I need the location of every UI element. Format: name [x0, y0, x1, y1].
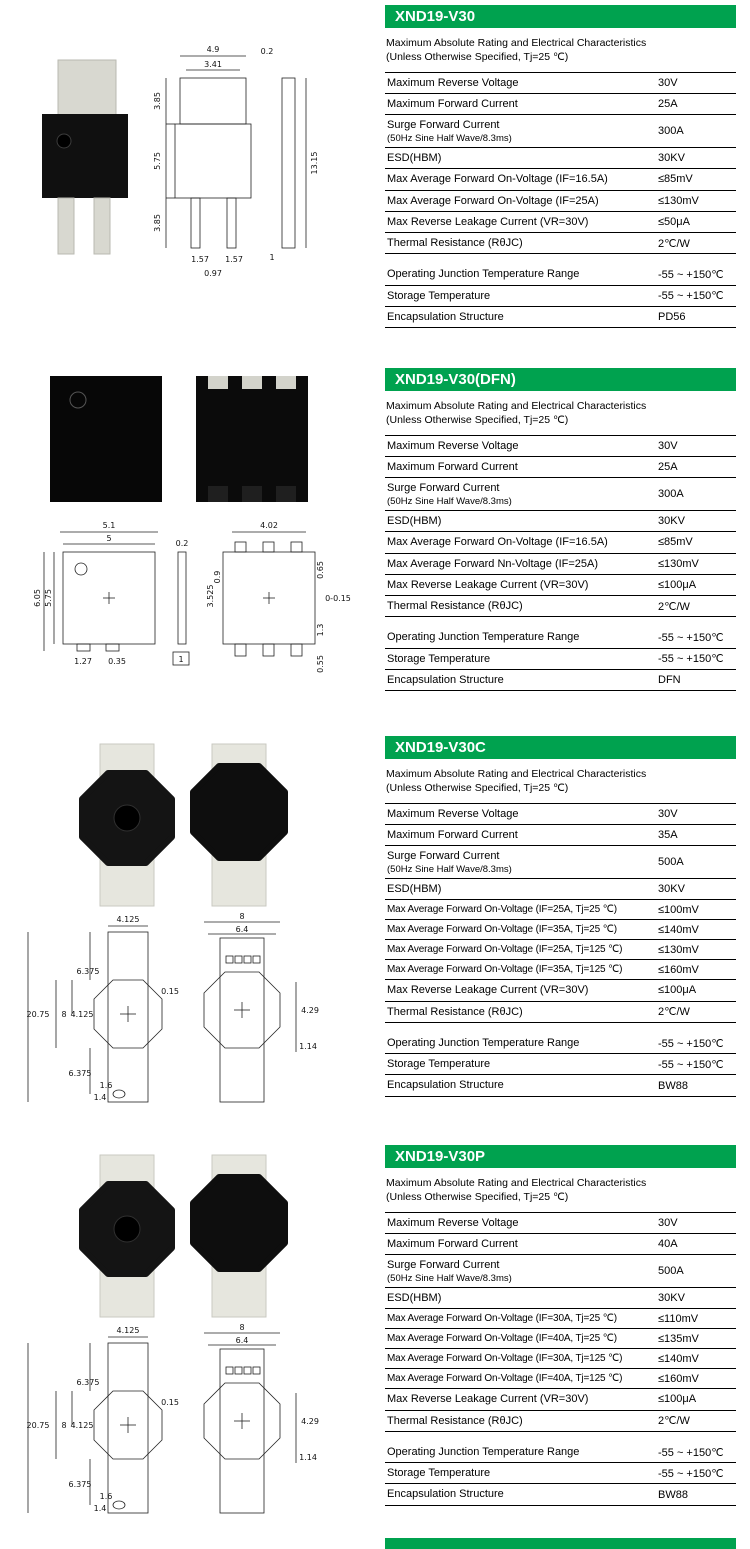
spec-row: [385, 93, 736, 114]
dfn-package-drawing: [20, 370, 370, 700]
spec-label: Maximum Reverse Voltage: [387, 76, 519, 89]
spec-value: 30V: [658, 439, 678, 452]
spec-value: 30KV: [658, 152, 685, 165]
dim-label: 0.2: [260, 47, 274, 56]
spec-table: [385, 803, 736, 1097]
dim-label: 0.2: [175, 539, 189, 548]
spec-label: ESD(HBM): [387, 883, 442, 895]
product-title: XND19-V30: [385, 5, 736, 28]
dim-label: 0.65: [316, 561, 325, 579]
dim-label: 0.15: [161, 987, 179, 996]
dim-label: 20.75: [26, 1010, 50, 1019]
spec-row: [385, 1388, 736, 1409]
spec-label-main: Surge Forward Current: [387, 1259, 500, 1272]
dim-label: 3.41: [204, 60, 222, 69]
product-title: XND19-V30(DFN): [385, 368, 736, 391]
section-xnd19-v30: [0, 5, 750, 368]
spec-label: Maximum Reverse Voltage: [387, 1216, 519, 1229]
spec-value: 500A: [658, 856, 684, 869]
spec-row: [385, 1348, 736, 1368]
spec-label: Max Reverse Leakage Current (VR=30V): [387, 984, 589, 997]
spec-label-main: Surge Forward Current: [387, 482, 500, 495]
spec-row: [385, 510, 736, 531]
spec-label: Operating Junction Temperature Range: [387, 1445, 580, 1458]
spec-label: Thermal Resistance (RθJC): [387, 237, 523, 250]
dim-label: 20.75: [26, 1421, 50, 1430]
spec-value: ≤100mV: [658, 903, 699, 916]
spec-value: 30KV: [658, 515, 685, 528]
spec-row: [385, 306, 736, 327]
spec-row: [385, 1462, 736, 1483]
rating-note: [385, 1168, 736, 1212]
spec-row: [385, 114, 736, 147]
spec-label: ESD(HBM): [387, 515, 442, 527]
spec-label: Encapsulation Structure: [387, 311, 504, 324]
spec-sublabel: (50Hz Sine Half Wave/8.3ms): [387, 863, 512, 875]
dim-label: 5.75: [153, 152, 162, 170]
spec-row: [385, 435, 736, 456]
spec-label: Max Average Forward On-Voltage (IF=40A, Tj=25 ℃): [387, 1333, 617, 1345]
pd56-package-drawing: [20, 40, 370, 325]
spec-label: Storage Temperature: [387, 289, 491, 302]
spec-label: Max Average Forward On-Voltage (IF=35A, Tj=125 ℃): [387, 964, 623, 976]
spec-row: [385, 456, 736, 477]
spec-row: [385, 824, 736, 845]
spec-label: Storage Temperature: [387, 1058, 491, 1071]
spec-value: DFN: [658, 674, 681, 687]
spec-row: [385, 648, 736, 669]
spec-value: -55 ~ +150℃: [658, 1446, 724, 1459]
spec-label: [387, 481, 658, 507]
rating-note: [385, 759, 736, 803]
spec-label: Thermal Resistance (RθJC): [387, 600, 523, 613]
spec-label: Maximum Forward Current: [387, 829, 518, 842]
dim-label: 6.375: [68, 1069, 92, 1078]
spec-value: 30KV: [658, 883, 685, 896]
dim-label: 4.29: [301, 1417, 319, 1426]
bw88p-package-photo: [82, 1155, 285, 1317]
spec-row: [385, 285, 736, 306]
spec-label: Operating Junction Temperature Range: [387, 268, 580, 281]
spec-sublabel: (50Hz Sine Half Wave/8.3ms): [387, 495, 512, 507]
rating-note-line1: Maximum Absolute Rating and Electrical Characteristics: [386, 37, 647, 49]
spec-row: [385, 1053, 736, 1074]
spec-row: [385, 168, 736, 189]
bw88p-package-drawing: [20, 1153, 370, 1523]
spec-label: [387, 849, 658, 875]
spec-value: ≤135mV: [658, 1332, 699, 1345]
spec-panel: [385, 736, 736, 1097]
spec-value: 300A: [658, 125, 684, 138]
product-title: XND19-V30C: [385, 736, 736, 759]
dfn-package-photo: [50, 376, 308, 502]
spec-label: Encapsulation Structure: [387, 674, 504, 687]
spec-label: Max Reverse Leakage Current (VR=30V): [387, 578, 589, 591]
spec-label: Storage Temperature: [387, 652, 491, 665]
spec-label: Maximum Reverse Voltage: [387, 439, 519, 452]
dim-label: 4.125: [116, 915, 140, 924]
dim-label: 4.9: [206, 45, 220, 54]
dim-label: 5.75: [44, 589, 53, 607]
section-xnd19-v30p: [0, 1145, 750, 1549]
spec-label: [387, 1258, 658, 1284]
dim-label: 5: [106, 534, 112, 543]
spec-row: [385, 553, 736, 574]
spec-label: Max Average Forward Nn-Voltage (IF=25A): [387, 557, 599, 570]
spec-label: Encapsulation Structure: [387, 1488, 504, 1501]
spec-label: Max Average Forward On-Voltage (IF=30A, Tj=125 ℃): [387, 1353, 623, 1365]
spec-label: Storage Temperature: [387, 1467, 491, 1480]
spec-row: [385, 1254, 736, 1287]
spec-row: [385, 574, 736, 595]
spec-value: BW88: [658, 1488, 688, 1501]
spec-row: [385, 919, 736, 939]
spec-label: Max Average Forward On-Voltage (IF=16.5A): [387, 536, 608, 549]
spec-label: Thermal Resistance (RθJC): [387, 1414, 523, 1427]
spec-panel: [385, 1145, 736, 1506]
spec-value: 2℃/W: [658, 237, 690, 250]
spec-row: [385, 959, 736, 979]
spec-value: BW88: [658, 1079, 688, 1092]
spec-sublabel: (50Hz Sine Half Wave/8.3ms): [387, 132, 512, 144]
spec-value: 40A: [658, 1238, 678, 1251]
dim-label: 0-0.15: [325, 594, 351, 603]
spec-value: -55 ~ +150℃: [658, 1058, 724, 1071]
spec-value: 25A: [658, 461, 678, 474]
spec-row: [385, 669, 736, 690]
spec-value: ≤100μA: [658, 579, 697, 592]
spec-value: ≤100μA: [658, 1393, 697, 1406]
spec-value: ≤140mV: [658, 1352, 699, 1365]
spec-row: [385, 979, 736, 1000]
bw88-package-drawing: [20, 742, 370, 1112]
spec-row: [385, 616, 736, 647]
spec-value: 35A: [658, 829, 678, 842]
spec-value: ≤85mV: [658, 536, 693, 549]
bw88-package-photo: [82, 744, 285, 906]
dim-label: 1.3: [316, 623, 325, 637]
dim-label: 4.125: [70, 1010, 94, 1019]
spec-row: [385, 1483, 736, 1504]
dim-label: 8: [239, 1323, 245, 1332]
spec-value: PD56: [658, 311, 686, 324]
spec-row: [385, 1328, 736, 1348]
dim-label: 3.525: [206, 584, 215, 608]
spec-row: [385, 531, 736, 552]
spec-value: 25A: [658, 98, 678, 111]
spec-row: [385, 190, 736, 211]
spec-label: Thermal Resistance (RθJC): [387, 1005, 523, 1018]
rating-note-line2: (Unless Otherwise Specified, Tj=25 ℃): [386, 413, 569, 426]
dim-label: 0.15: [161, 1398, 179, 1407]
product-title: XND19-V30P: [385, 1145, 736, 1168]
spec-label: Encapsulation Structure: [387, 1079, 504, 1092]
dim-label: 6.375: [76, 1378, 100, 1387]
spec-label: Max Reverse Leakage Current (VR=30V): [387, 215, 589, 228]
section-xnd19-v30c: [0, 736, 750, 1145]
dfn-outline-drawing: [44, 532, 315, 665]
spec-row: [385, 1022, 736, 1053]
spec-row: [385, 899, 736, 919]
spec-label: [387, 118, 658, 144]
bw88-dimension-labels: [27, 912, 319, 1102]
spec-label: Max Average Forward On-Voltage (IF=25A, Tj=125 ℃): [387, 944, 623, 956]
dim-label: 4.29: [301, 1006, 319, 1015]
spec-row: [385, 211, 736, 232]
spec-label-main: Surge Forward Current: [387, 850, 500, 863]
spec-row: [385, 1001, 736, 1022]
section-xnd19-v30-dfn: [0, 368, 750, 736]
pd56-outline-drawing: [166, 56, 306, 248]
spec-row: [385, 939, 736, 959]
dim-label: 8: [239, 912, 245, 921]
dim-label: 0.97: [204, 269, 222, 278]
dim-label: 0.9: [213, 570, 222, 584]
spec-row: [385, 232, 736, 253]
rating-note-line1: Maximum Absolute Rating and Electrical Characteristics: [386, 1177, 647, 1189]
spec-row: [385, 1431, 736, 1462]
dim-label: 0.35: [108, 657, 126, 666]
rating-note-line1: Maximum Absolute Rating and Electrical Characteristics: [386, 768, 647, 780]
dim-label: 8: [61, 1421, 67, 1430]
spec-label: Maximum Forward Current: [387, 1238, 518, 1251]
dim-label: 13.15: [310, 151, 319, 175]
rating-note-line2: (Unless Otherwise Specified, Tj=25 ℃): [386, 1190, 569, 1203]
dim-label: 6.05: [33, 589, 42, 607]
footer-accent-bar: [385, 1538, 736, 1549]
dim-label: 1.4: [93, 1504, 107, 1513]
spec-value: ≤110mV: [658, 1312, 699, 1325]
spec-label: Maximum Forward Current: [387, 461, 518, 474]
spec-value: ≤130mV: [658, 194, 699, 207]
pd56-package-photo: [42, 60, 128, 254]
spec-row: [385, 1410, 736, 1431]
rating-note-line2: (Unless Otherwise Specified, Tj=25 ℃): [386, 50, 569, 63]
spec-row: [385, 1287, 736, 1308]
spec-row: [385, 1368, 736, 1388]
spec-value: ≤130mV: [658, 943, 699, 956]
spec-value: ≤130mV: [658, 557, 699, 570]
spec-row: [385, 477, 736, 510]
spec-value: 30V: [658, 1216, 678, 1229]
dim-label: 1.6: [99, 1081, 113, 1090]
spec-value: ≤85mV: [658, 173, 693, 186]
dim-label: 1.57: [191, 255, 209, 264]
spec-row: [385, 72, 736, 93]
spec-label-main: Surge Forward Current: [387, 119, 500, 132]
spec-value: 500A: [658, 1265, 684, 1278]
spec-value: 2℃/W: [658, 1415, 690, 1428]
dim-label: 1.27: [74, 657, 92, 666]
spec-row: [385, 1308, 736, 1328]
spec-label: Max Reverse Leakage Current (VR=30V): [387, 1393, 589, 1406]
spec-label: Max Average Forward On-Voltage (IF=35A, Tj=25 ℃): [387, 924, 617, 936]
dim-label: 6.4: [235, 1336, 249, 1345]
spec-value: -55 ~ +150℃: [658, 290, 724, 303]
spec-label: Operating Junction Temperature Range: [387, 631, 580, 644]
spec-label: Max Average Forward On-Voltage (IF=25A): [387, 194, 599, 207]
spec-label: Max Average Forward On-Voltage (IF=40A, Tj=125 ℃): [387, 1373, 623, 1385]
spec-value: 30KV: [658, 1292, 685, 1305]
dim-label: 1.14: [299, 1042, 317, 1051]
spec-panel: [385, 5, 736, 328]
spec-row: [385, 803, 736, 824]
dim-label: 4.125: [116, 1326, 140, 1335]
dim-label: 1.57: [225, 255, 243, 264]
spec-value: 30V: [658, 76, 678, 89]
spec-row: [385, 845, 736, 878]
dim-label: 1.6: [99, 1492, 113, 1501]
spec-value: ≤50μA: [658, 216, 690, 229]
dim-label: 1: [178, 655, 184, 664]
spec-label: Max Average Forward On-Voltage (IF=30A, Tj=25 ℃): [387, 1313, 617, 1325]
rating-note-line1: Maximum Absolute Rating and Electrical Characteristics: [386, 400, 647, 412]
spec-value: 2℃/W: [658, 1006, 690, 1019]
spec-label: Max Average Forward On-Voltage (IF=25A, Tj=25 ℃): [387, 904, 617, 916]
spec-value: -55 ~ +150℃: [658, 632, 724, 645]
spec-value: ≤160mV: [658, 1372, 699, 1385]
spec-label: ESD(HBM): [387, 1292, 442, 1304]
spec-panel: [385, 368, 736, 691]
dim-label: 1: [269, 253, 275, 262]
spec-value: 2℃/W: [658, 600, 690, 613]
spec-value: ≤100μA: [658, 984, 697, 997]
spec-table: [385, 72, 736, 329]
spec-value: ≤140mV: [658, 923, 699, 936]
dim-label: 6.375: [68, 1480, 92, 1489]
dim-label: 4.125: [70, 1421, 94, 1430]
spec-row: [385, 147, 736, 168]
spec-value: -55 ~ +150℃: [658, 653, 724, 666]
dim-label: 1.4: [93, 1093, 107, 1102]
rating-note: [385, 391, 736, 435]
spec-label: Maximum Reverse Voltage: [387, 807, 519, 820]
spec-table: [385, 1212, 736, 1506]
spec-value: 30V: [658, 807, 678, 820]
rating-note: [385, 28, 736, 72]
spec-table: [385, 435, 736, 692]
spec-label: Maximum Forward Current: [387, 98, 518, 111]
spec-row: [385, 595, 736, 616]
bw88p-dimension-labels: [27, 1323, 319, 1513]
rating-note-line2: (Unless Otherwise Specified, Tj=25 ℃): [386, 781, 569, 794]
spec-row: [385, 878, 736, 899]
dim-label: 8: [61, 1010, 67, 1019]
spec-value: -55 ~ +150℃: [658, 1037, 724, 1050]
spec-value: -55 ~ +150℃: [658, 1467, 724, 1480]
spec-label: Max Average Forward On-Voltage (IF=16.5A): [387, 173, 608, 186]
spec-value: ≤160mV: [658, 963, 699, 976]
spec-label: ESD(HBM): [387, 152, 442, 164]
spec-row: [385, 253, 736, 284]
dim-label: 6.375: [76, 967, 100, 976]
dim-label: 3.85: [153, 92, 162, 110]
spec-row: [385, 1212, 736, 1233]
spec-label: Operating Junction Temperature Range: [387, 1036, 580, 1049]
spec-row: [385, 1074, 736, 1095]
spec-value: -55 ~ +150℃: [658, 269, 724, 282]
spec-row: [385, 1233, 736, 1254]
spec-value: 300A: [658, 488, 684, 501]
spec-sublabel: (50Hz Sine Half Wave/8.3ms): [387, 1272, 512, 1284]
dim-label: 5.1: [102, 521, 116, 530]
dim-label: 3.85: [153, 214, 162, 232]
dim-label: 0.55: [316, 655, 325, 673]
dim-label: 4.02: [260, 521, 278, 530]
dim-label: 6.4: [235, 925, 249, 934]
dim-label: 1.14: [299, 1453, 317, 1462]
